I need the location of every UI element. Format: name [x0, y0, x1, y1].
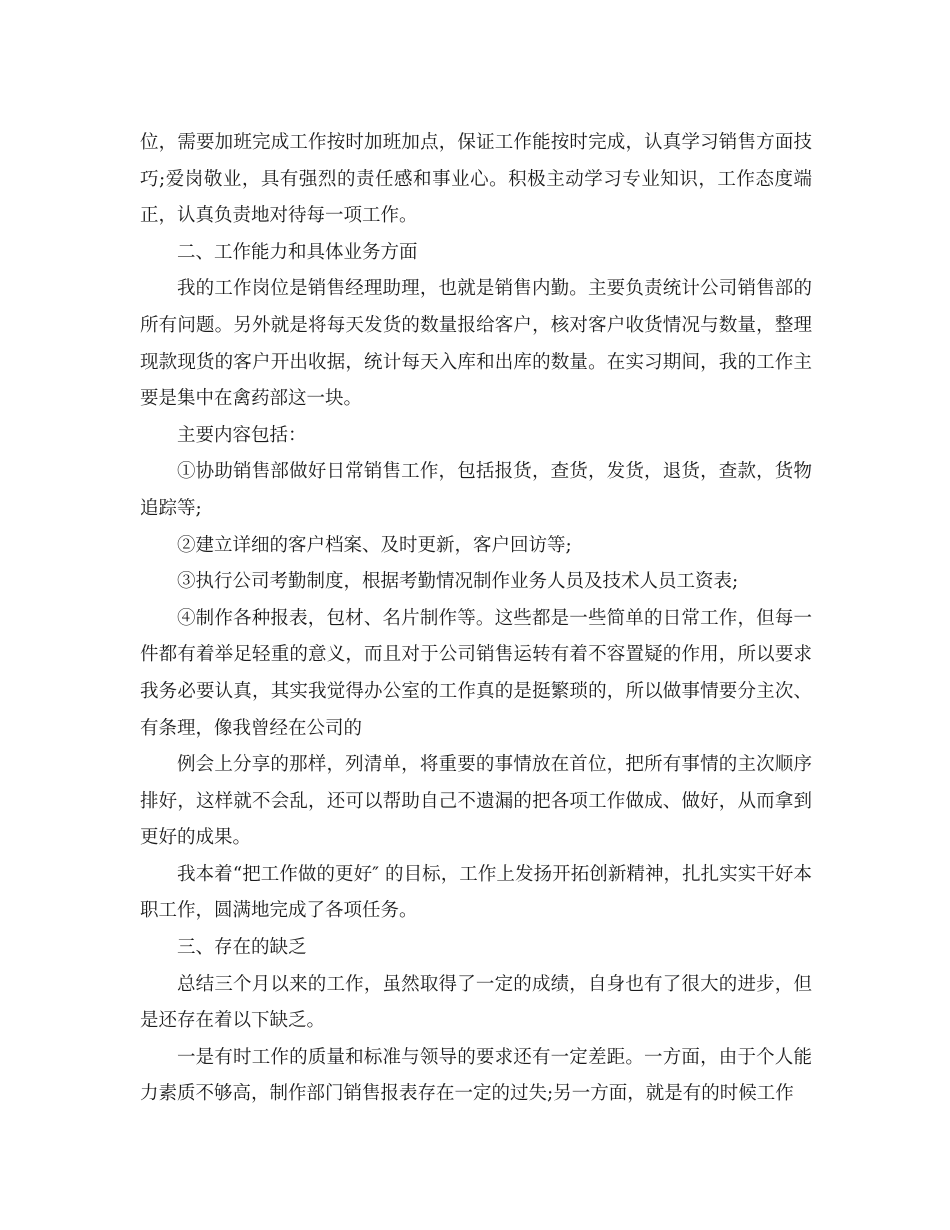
list-item-1: ①协助销售部做好日常销售工作，包括报货，查货，发货，退货，查款，货物追踪等; — [140, 461, 812, 519]
list-item-2: ②建立详细的客户档案、及时更新，客户回访等; — [177, 534, 572, 556]
paragraph-meeting-sharing: 例会上分享的那样，列清单，将重要的事情放在首位，把所有事情的主次顺序排好，这样就不会乱，还可以帮助自己不遗漏的把各项工作做成、做好，从而拿到更好的成果。 — [140, 754, 812, 849]
paragraph-summary: 总结三个月以来的工作，虽然取得了一定的成绩，自身也有了很大的进步，但是还存在着以下缺乏。 — [140, 973, 812, 1032]
paragraph-goal: 我本着“把工作做的更好″ 的目标，工作上发扬开拓创新精神，扎扎实实干好本职工作，圆满地完成了各项任务。 — [140, 863, 812, 922]
document-body — [140, 125, 812, 1113]
paragraph-continuation: 位，需要加班完成工作按时加班加点，保证工作能按时完成，认真学习销售方面技巧;爱岗敬业，具有强烈的责任感和事业心。积极主动学习专业知识，工作态度端正，认真负责地对待每一项工作。 — [140, 132, 812, 227]
list-item-3: ③执行公司考勤制度，根据考勤情况制作业务人员及技术人员工资表; — [177, 571, 739, 593]
section-heading-3: 三、存在的缺乏 — [177, 937, 307, 959]
list-item-4: ④制作各种报表，包材、名片制作等。这些都是一些简单的日常工作，但每一件都有着举足轻重的意义，而且对于公司销售运转有着不容置疑的作用，所以要求我务必要认真，其实我觉得办公室的工作真的是挺繁琐的，所以做事情要分主次、有条理，像我曾经在公司的 — [140, 607, 812, 739]
section-heading-2: 二、工作能力和具体业务方面 — [177, 241, 418, 263]
paragraph-job-position: 我的工作岗位是销售经理助理，也就是销售内勤。主要负责统计公司销售部的所有问题。另外就是将每天发货的数量报给客户，核对客户收货情况与数量，整理现款现货的客户开出收据，统计每天入库和出库的数量。在实习期间，我的工作主要是集中在禽药部这一块。 — [140, 278, 812, 410]
paragraph-shortcoming-1: 一是有时工作的质量和标准与领导的要求还有一定差距。一方面，由于个人能力素质不够高，制作部门销售报表存在一定的过失;另一方面，就是有的时候工作 — [140, 1046, 812, 1105]
paragraph-main-content-intro: 主要内容包括： — [177, 424, 307, 446]
